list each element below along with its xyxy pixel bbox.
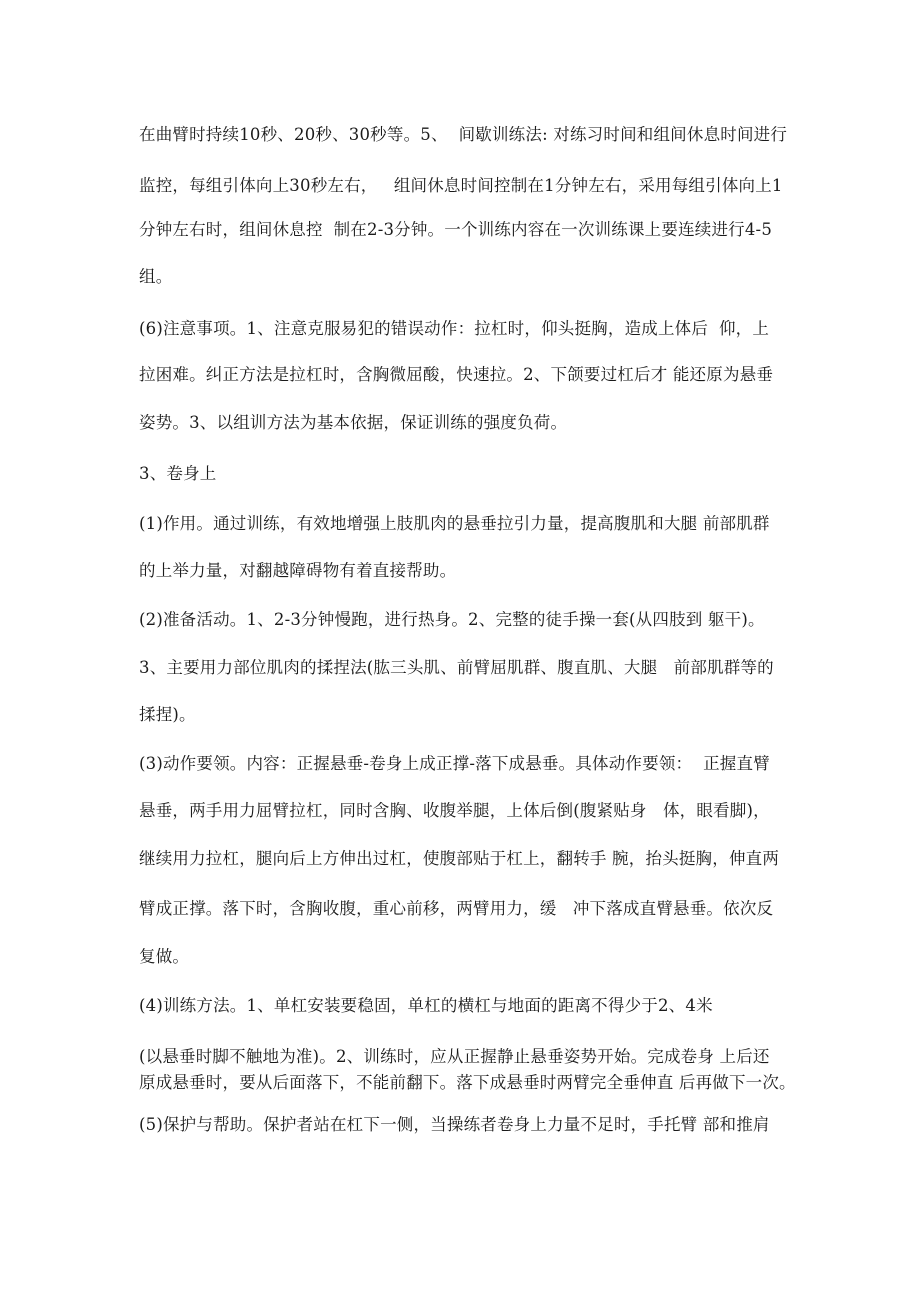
text-line: 组。	[139, 267, 173, 286]
text-line: 继续用力拉杠，腿向后上方伸出过杠，使腹部贴于杠上，翻转手 腕，抬头挺胸，伸直两	[139, 849, 780, 868]
text-line: 臂成正撑。落下时，含胸收腹，重心前移，两臂用力，缓 冲下落成直臂悬垂。依次反	[139, 899, 774, 918]
text-line: (5)保护与帮助。保护者站在杠下一侧，当操练者卷身上力量不足时，手托臂 部和推肩	[139, 1115, 770, 1134]
text-line: 3、主要用力部位肌肉的揉捏法(肱三头肌、前臂屈肌群、腹直肌、大腿 前部肌群等的	[139, 658, 774, 677]
text-line: (6)注意事项。1、注意克服易犯的错误动作：拉杠时，仰头挺胸，造成上体后 仰，上	[139, 319, 770, 338]
text-line: 的上举力量，对翻越障碍物有着直接帮助。	[139, 561, 457, 580]
text-line: 揉捏)。	[139, 705, 196, 724]
text-line: (2)准备活动。1、2-3分钟慢跑，进行热身。2、完整的徒手操一套(从四肢到 躯干)。	[139, 610, 765, 629]
text-line: (4)训练方法。1、单杠安装要稳固，单杠的横杠与地面的距离不得少于2、4米	[139, 996, 713, 1015]
text-line: 在曲臂时持续10秒、20秒、30秒等。5、 间歇训练法: 对练习时间和组间休息时间进行	[139, 125, 788, 144]
text-line: 原成悬垂时，要从后面落下，不能前翻下。落下成悬垂时两臂完全垂伸直 后再做下一次。	[139, 1073, 796, 1092]
text-line: 姿势。3、以组训方法为基本依据，保证训练的强度负荷。	[139, 413, 568, 432]
text-line: 悬垂，两手用力屈臂拉杠，同时含胸、收腹举腿，上体后倒(腹紧贴身 体，眼看脚)，	[139, 801, 770, 820]
text-line: (以悬垂时脚不触地为准)。2、训练时，应从正握静止悬垂姿势开始。完成卷身 上后还	[139, 1047, 770, 1066]
text-line: (3)动作要领。内容：正握悬垂-卷身上成正撑-落下成悬垂。具体动作要领： 正握直臂	[139, 754, 770, 773]
text-line: (1)作用。通过训练，有效地增强上肢肌肉的悬垂拉引力量，提高腹肌和大腿 前部肌群	[139, 514, 770, 533]
section-heading: 3、卷身上	[139, 464, 217, 483]
text-line: 拉困难。纠正方法是拉杠时，含胸微屈酸，快速拉。2、下颌要过杠后才 能还原为悬垂	[139, 365, 774, 384]
text-line: 分钟左右时，组间休息控 制在2-3分钟。一个训练内容在一次训练课上要连续进行4-5	[139, 220, 773, 239]
text-line: 监控，每组引体向上30秒左右， 组间休息时间控制在1分钟左右，采用每组引体向上1	[139, 176, 783, 195]
text-line: 复做。	[139, 947, 190, 966]
